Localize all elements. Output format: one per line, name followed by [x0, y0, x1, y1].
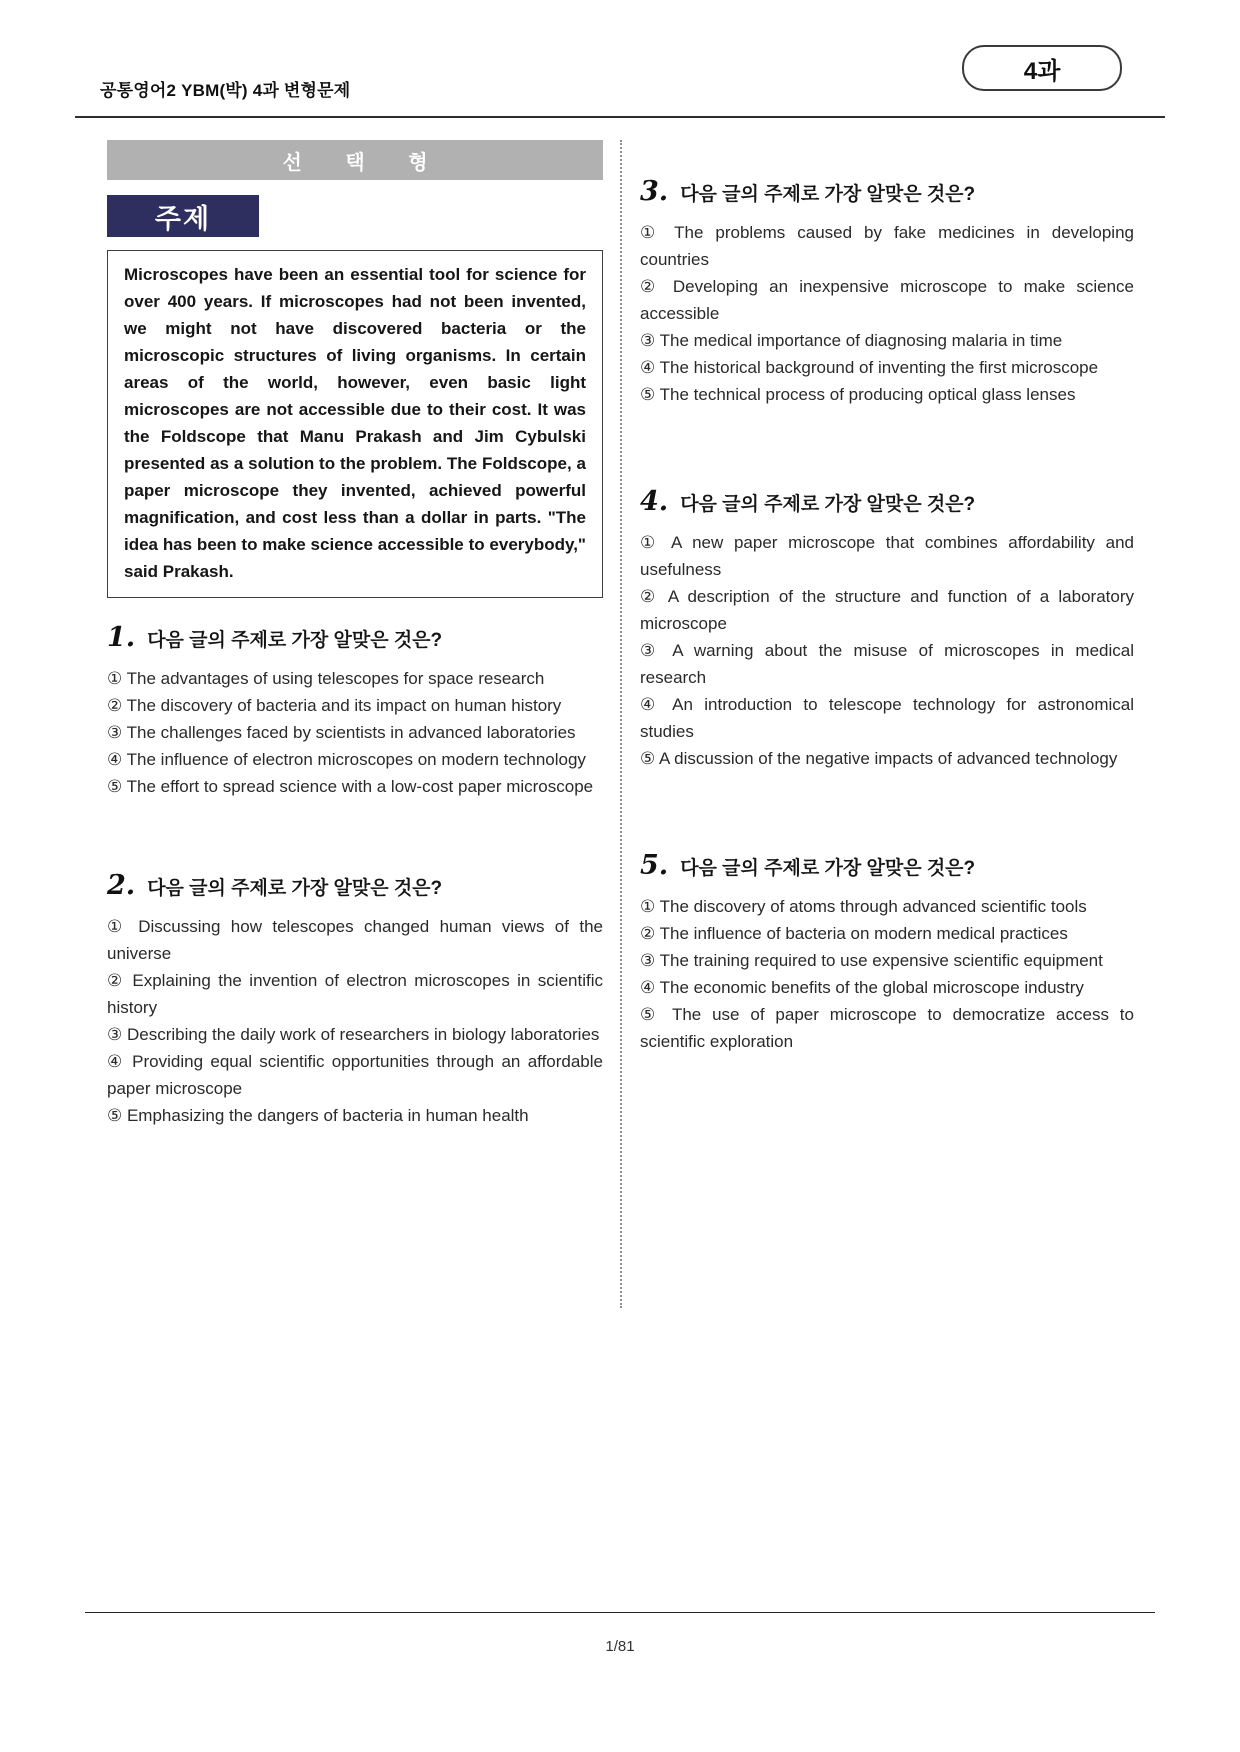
question-5-header	[640, 850, 1134, 881]
unit-badge	[962, 45, 1122, 91]
option: ① The problems caused by fake medicines in developing countries	[640, 223, 1134, 269]
question-1-header	[107, 622, 603, 653]
unit-badge-label: 4과	[1023, 57, 1061, 85]
option: ① The discovery of atoms through advanced scientific tools	[640, 897, 1087, 916]
option: ⑤ The effort to spread science with a low-cost paper microscope	[107, 777, 594, 796]
passage-box: Microscopes have been an essential tool for science for over 400 years. If microscopes had not been invented, we might not have discovered bacteria or the microscopic structures of living organisms. In certain areas of the world, however, even basic light microscopes are not accessible due to their cost. It was the Foldscope that Manu Prakash and Jim Cybulski presented as a solution to the problem. The Foldscope, a paper microscope they invented, achieved powerful magnification, and cost less than a dollar in parts. "The idea has been to make science accessible to everybody," said Prakash.	[107, 250, 603, 598]
question-5	[640, 850, 1134, 1055]
question-prompt: 다음 글의 주제로 가장 알맞은 것은?	[680, 184, 976, 205]
section-banner: 선 택 형	[107, 140, 603, 180]
option: ④ An introduction to telescope technology for astronomical studies	[640, 695, 1134, 741]
option: ⑤ The technical process of producing optical glass lenses	[640, 385, 1076, 404]
question-number: 4.	[640, 486, 669, 517]
option: ⑤ Emphasizing the dangers of bacteria in human health	[107, 1106, 529, 1125]
question-1-options	[107, 665, 603, 800]
question-prompt: 다음 글의 주제로 가장 알맞은 것은?	[147, 630, 443, 651]
option: ③ The challenges faced by scientists in advanced laboratories	[107, 723, 576, 742]
question-3-options	[640, 219, 1134, 408]
question-number: 1.	[107, 622, 136, 653]
option: ② Explaining the invention of electron microscopes in scientific history	[107, 971, 603, 1017]
question-4	[640, 486, 1134, 772]
footer-rule	[85, 1612, 1155, 1613]
question-number: 5.	[640, 850, 669, 881]
question-number: 2.	[107, 870, 136, 901]
option: ③ The training required to use expensive scientific equipment	[640, 951, 1103, 970]
question-number: 3.	[640, 176, 669, 207]
option: ③ The medical importance of diagnosing malaria in time	[640, 331, 1063, 350]
question-5-options	[640, 893, 1134, 1055]
option: ② Developing an inexpensive microscope to make science accessible	[640, 277, 1134, 323]
question-3-header	[640, 176, 1134, 207]
option: ② The discovery of bacteria and its impact on human history	[107, 696, 562, 715]
question-4-options	[640, 529, 1134, 772]
question-1	[107, 622, 603, 800]
question-2-header	[107, 870, 603, 901]
left-column	[107, 140, 603, 1129]
page-number: 1/81	[605, 1638, 635, 1655]
option: ⑤ A discussion of the negative impacts of advanced technology	[640, 749, 1118, 768]
option: ④ Providing equal scientific opportunities through an affordable paper microscope	[107, 1052, 603, 1098]
header-rule	[75, 116, 1165, 118]
option: ③ Describing the daily work of researchers in biology laboratories	[107, 1025, 600, 1044]
option: ④ The historical background of inventing the first microscope	[640, 358, 1099, 377]
option: ② The influence of bacteria on modern medical practices	[640, 924, 1068, 943]
option: ① The advantages of using telescopes for space research	[107, 669, 545, 688]
question-prompt: 다음 글의 주제로 가장 알맞은 것은?	[680, 494, 976, 515]
option: ⑤ The use of paper microscope to democratize access to scientific exploration	[640, 1005, 1134, 1051]
option: ④ The influence of electron microscopes on modern technology	[107, 750, 586, 769]
option: ③ A warning about the misuse of microscopes in medical research	[640, 641, 1134, 687]
column-divider	[620, 140, 622, 1308]
question-2-options	[107, 913, 603, 1129]
doc-title: 공통영어2 YBM(박) 4과 변형문제	[100, 81, 351, 100]
question-2	[107, 870, 603, 1129]
question-3	[640, 176, 1134, 408]
right-column	[640, 140, 1134, 1055]
question-prompt: 다음 글의 주제로 가장 알맞은 것은?	[147, 878, 443, 899]
topic-label: 주제	[107, 195, 259, 237]
option: ① Discussing how telescopes changed human views of the universe	[107, 917, 603, 963]
question-4-header	[640, 486, 1134, 517]
option: ② A description of the structure and function of a laboratory microscope	[640, 587, 1134, 633]
option: ④ The economic benefits of the global microscope industry	[640, 978, 1084, 997]
question-prompt: 다음 글의 주제로 가장 알맞은 것은?	[680, 858, 976, 879]
option: ① A new paper microscope that combines affordability and usefulness	[640, 533, 1134, 579]
